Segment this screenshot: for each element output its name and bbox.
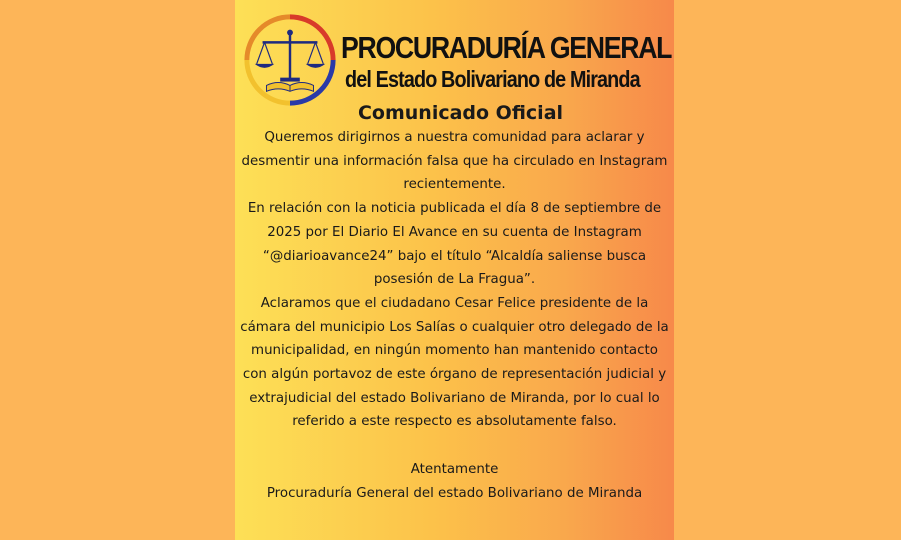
paragraph-intro: Queremos dirigirnos a nuestra comunidad para aclarar y desmentir una información falsa que ha circulado en Instagram recientemente. — [241, 130, 668, 193]
header-subtitle: del Estado Bolivariano de Miranda — [345, 66, 640, 92]
header-title: PROCURADURÍA GENERAL — [341, 30, 672, 65]
communique-poster — [235, 0, 674, 540]
document-body — [239, 126, 670, 505]
scales-of-justice-book-logo — [241, 10, 339, 110]
paragraph-context: En relación con la noticia publicada el día 8 de septiembre de 2025 por El Diario El Avance en su cuenta de Instagram “@diarioavance24” bajo el título “Alcaldía saliense busca posesión de La Fragua”. — [247, 201, 662, 288]
document-heading: Comunicado Oficial — [357, 102, 564, 124]
signature-line: Procuraduría General del estado Bolivariano de Miranda — [266, 485, 643, 501]
closing-line: Atentamente — [410, 461, 499, 477]
spacer — [239, 434, 670, 458]
paragraph-clarification: Aclaramos que el ciudadano Cesar Felice presidente de la cámara del municipio Los Salías o cualquier otro delegado de la municipalidad, en ningún momento han mantenido contacto con algún portavoz de este órgano de representación judicial y extrajudicial del estado Bolivariano de Miranda, por lo cual lo referido a este respecto es absolutamente falso. — [240, 295, 669, 430]
